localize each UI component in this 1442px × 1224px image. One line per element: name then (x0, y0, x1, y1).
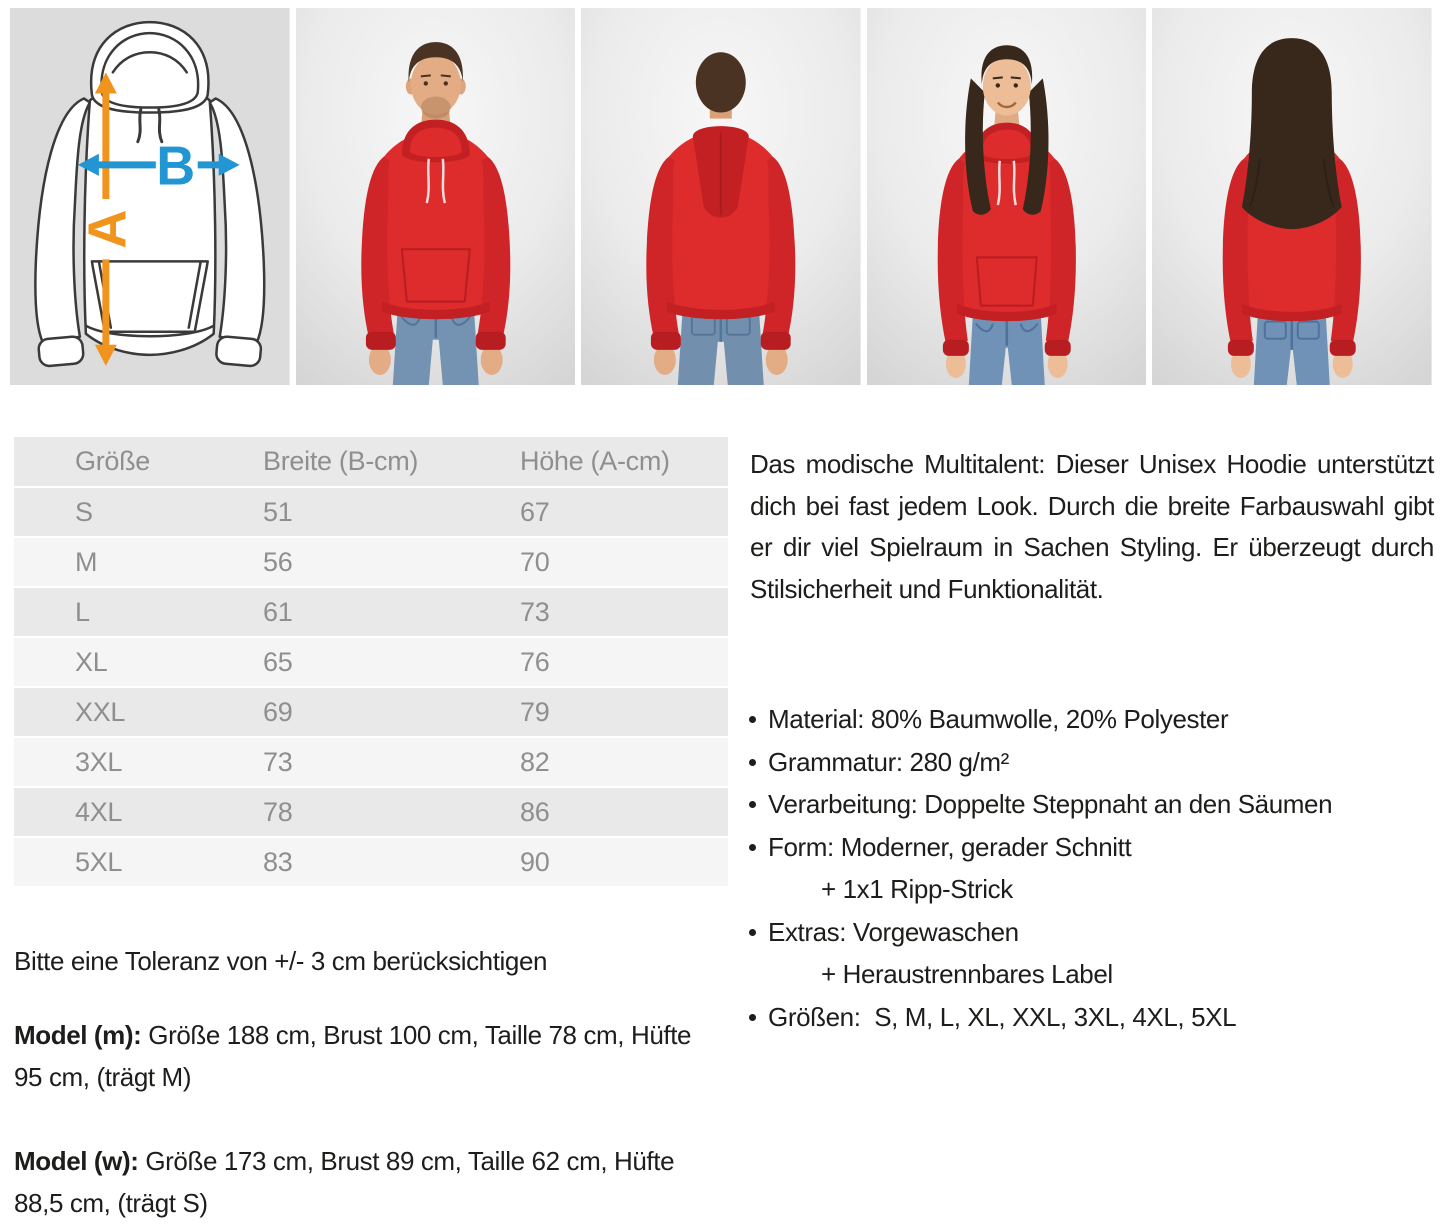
size-cell: 78 (263, 787, 520, 837)
size-table (14, 437, 728, 888)
size-cell: 67 (520, 487, 728, 537)
size-cell: 4XL (14, 787, 263, 837)
feature-item: Material: 80% Baumwolle, 20% Polyester (748, 698, 1440, 741)
model-m-label: Model (m): (14, 1020, 142, 1050)
product-image-gallery (10, 8, 1432, 385)
feature-list (748, 698, 1440, 1038)
size-cell: 3XL (14, 737, 263, 787)
head (981, 45, 1032, 115)
model-w-text: Größe 173 cm, Brust 89 cm, Taille 62 cm, Hüfte 88,5 cm, (trägt S) (14, 1146, 675, 1218)
size-cell: 70 (520, 537, 728, 587)
feature-item: Grammatur: 280 g/m² (748, 741, 1440, 784)
tolerance-note: Bitte eine Toleranz von +/- 3 cm berücksichtigen (14, 946, 548, 976)
size-cell: 56 (263, 537, 520, 587)
model-w-label: Model (w): (14, 1146, 139, 1176)
feature-item: Extras: Vorgewaschen (748, 911, 1440, 954)
hair-back (1242, 38, 1342, 229)
model-m-note (14, 1014, 706, 1098)
size-table-head-row (14, 437, 728, 487)
size-diagram-image (10, 8, 290, 385)
model-w-note (14, 1140, 706, 1224)
size-col-header: Höhe (A-cm) (520, 437, 728, 487)
size-cell: 73 (520, 587, 728, 637)
photo-model-female-front (867, 8, 1147, 385)
model-m-text: Größe 188 cm, Brust 100 cm, Taille 78 cm, Hüfte 95 cm, (trägt M) (14, 1020, 692, 1092)
feature-item: Form: Moderner, gerader Schnitt (748, 826, 1440, 869)
size-table-body (14, 487, 728, 887)
head-back (696, 52, 746, 112)
size-row (14, 637, 728, 687)
size-cell: S (14, 487, 263, 537)
size-cell: 5XL (14, 837, 263, 887)
size-cell: 83 (263, 837, 520, 887)
size-row (14, 737, 728, 787)
size-cell: 79 (520, 687, 728, 737)
size-cell: 65 (263, 637, 520, 687)
size-row (14, 587, 728, 637)
size-cell: 76 (520, 637, 728, 687)
product-description: Das modische Multitalent: Dieser Unisex Hoodie unterstützt dich bei fast jedem Look. Durch die breite Farbauswahl gibt er dir viel Spielraum in Sachen Styling. Er überzeugt durch Stilsicherheit und Funktionalität. (750, 449, 1434, 604)
size-cell: 51 (263, 487, 520, 537)
size-row (14, 687, 728, 737)
diagram-label-b: B (156, 136, 196, 197)
size-row (14, 837, 728, 887)
feature-continuation: + Heraustrennbares Label (821, 959, 1113, 989)
size-cell: 90 (520, 837, 728, 887)
feature-item: Verarbeitung: Doppelte Steppnaht an den Säumen (748, 783, 1440, 826)
size-cell: L (14, 587, 263, 637)
size-row (14, 537, 728, 587)
photo-model-male-back (581, 8, 861, 385)
size-cell: XXL (14, 687, 263, 737)
size-cell: 86 (520, 787, 728, 837)
size-cell: 69 (263, 687, 520, 737)
size-cell: XL (14, 637, 263, 687)
diagram-label-a: A (77, 209, 138, 249)
feature-continuation: + 1x1 Ripp-Strick (821, 874, 1013, 904)
size-cell: 61 (263, 587, 520, 637)
size-row (14, 487, 728, 537)
photo-model-female-back (1152, 8, 1432, 385)
feature-item: Größen: S, M, L, XL, XXL, 3XL, 4XL, 5XL (748, 996, 1440, 1039)
size-cell: 82 (520, 737, 728, 787)
size-col-header: Breite (B-cm) (263, 437, 520, 487)
photo-model-male-front (296, 8, 576, 385)
size-col-header: Größe (14, 437, 263, 487)
size-cell: M (14, 537, 263, 587)
size-row (14, 787, 728, 837)
size-cell: 73 (263, 737, 520, 787)
